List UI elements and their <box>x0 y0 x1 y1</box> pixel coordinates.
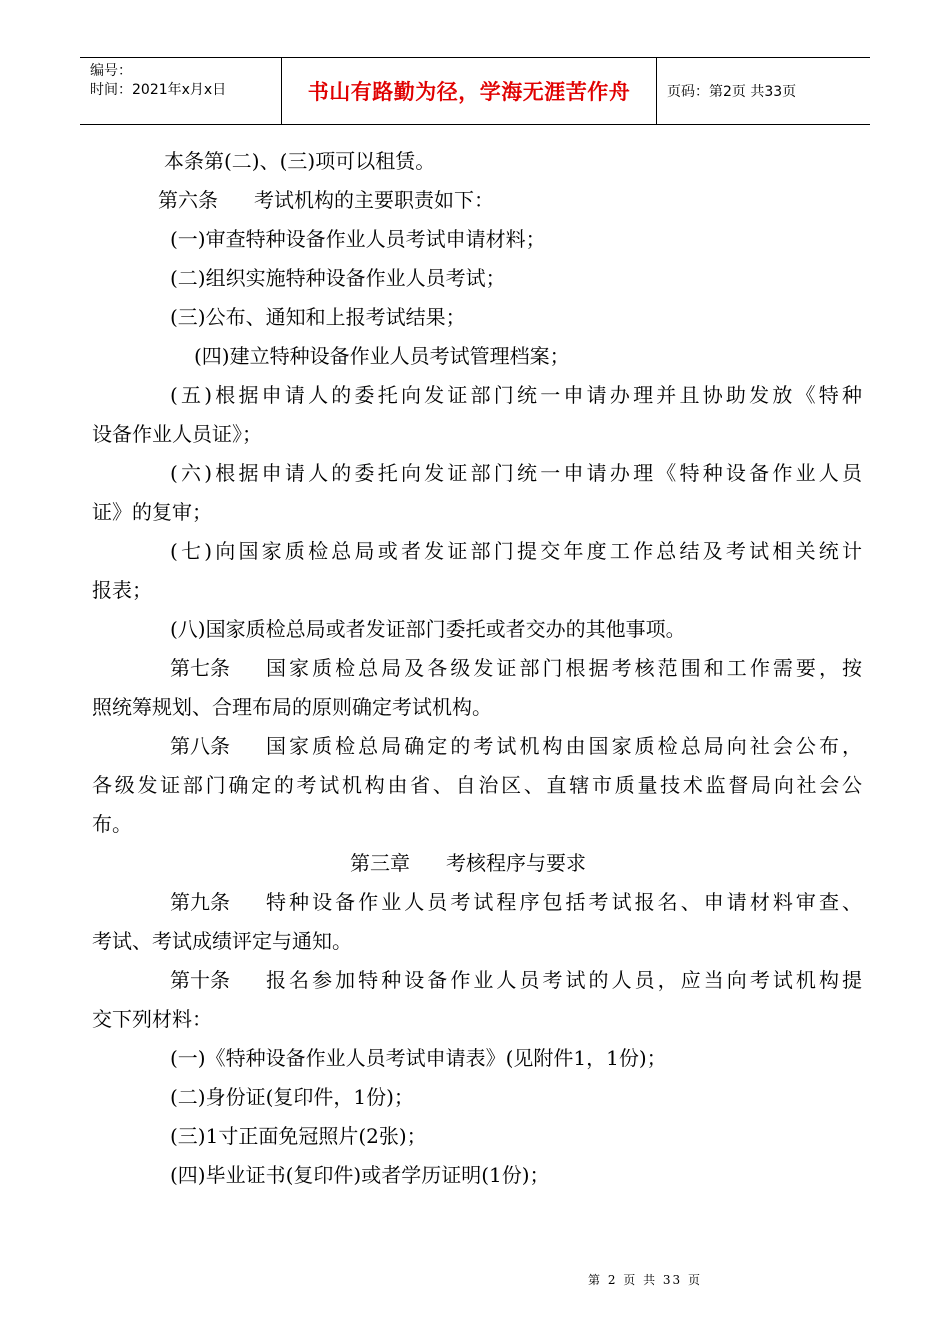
article-8 <box>92 727 862 766</box>
list-item: (三)1寸正面免冠照片(2张)； <box>170 1124 427 1148</box>
document-number-label: 编号： <box>90 63 132 79</box>
article-number: 第九条 <box>170 890 230 914</box>
list-item: (四)建立特种设备作业人员考试管理档案； <box>194 344 570 368</box>
article-text: 报名参加特种设备作业人员考试的人员，应当向考试机构提 <box>266 968 862 992</box>
chapter-number: 第三章 <box>350 851 410 875</box>
page-header <box>80 57 870 125</box>
list-item: (八)国家质检总局或者发证部门委托或者交办的其他事项。 <box>170 617 686 641</box>
article-6-heading <box>92 181 862 220</box>
paragraph-continuation: 各级发证部门确定的考试机构由省、自治区、直辖市质量技术监督局向社会公 <box>92 773 862 797</box>
list-item: (六)根据申请人的委托向发证部门统一申请办理《特种设备作业人员 <box>170 461 862 485</box>
header-motto: 书山有路勤为径，学海无涯苦作舟 <box>282 58 657 124</box>
list-item-continuation: 证》的复审； <box>92 500 212 524</box>
list-item: (一)《特种设备作业人员考试申请表》(见附件1，1份)； <box>170 1046 667 1070</box>
paragraph-continuation: 考试、考试成绩评定与通知。 <box>92 929 352 953</box>
page-footer: 第 2 页 共 33 页 <box>588 1273 702 1287</box>
paragraph-line: 本条第(二)、(三)项可以租赁。 <box>164 149 436 173</box>
list-item: (一)审查特种设备作业人员考试申请材料； <box>170 227 546 251</box>
chapter-name: 考核程序与要求 <box>446 851 586 875</box>
chapter-title <box>92 844 862 883</box>
article-text: 考试机构的主要职责如下： <box>254 188 494 212</box>
header-meta <box>80 58 282 124</box>
list-item-continuation: 设备作业人员证》； <box>92 422 262 446</box>
article-9 <box>92 883 862 922</box>
article-text: 国家质检总局确定的考试机构由国家质检总局向社会公布， <box>266 734 862 758</box>
paragraph-continuation: 布。 <box>92 812 132 836</box>
article-number: 第六条 <box>158 188 218 212</box>
list-item: (五)根据申请人的委托向发证部门统一申请办理并且协助发放《特种 <box>170 383 862 407</box>
article-number: 第八条 <box>170 734 230 758</box>
article-7 <box>92 649 862 688</box>
header-page-info: 页码：第2页 共33页 <box>667 84 797 100</box>
article-text: 特种设备作业人员考试程序包括考试报名、申请材料审查、 <box>266 890 862 914</box>
list-item: (二)组织实施特种设备作业人员考试； <box>170 266 506 290</box>
list-item: (四)毕业证书(复印件)或者学历证明(1份)； <box>170 1163 550 1187</box>
article-number: 第十条 <box>170 968 230 992</box>
list-item: (二)身份证(复印件，1份)； <box>170 1085 414 1109</box>
list-item-continuation: 报表； <box>92 578 152 602</box>
paragraph-continuation: 交下列材料： <box>92 1007 212 1031</box>
article-text: 国家质检总局及各级发证部门根据考核范围和工作需要，按 <box>266 656 862 680</box>
document-body <box>92 142 862 1195</box>
list-item: (三)公布、通知和上报考试结果； <box>170 305 466 329</box>
document-date: 时间：2021年x月x日 <box>90 82 227 98</box>
article-number: 第七条 <box>170 656 230 680</box>
paragraph-continuation: 照统筹规划、合理布局的原则确定考试机构。 <box>92 695 492 719</box>
list-item: (七)向国家质检总局或者发证部门提交年度工作总结及考试相关统计 <box>170 539 862 563</box>
article-10 <box>92 961 862 1000</box>
